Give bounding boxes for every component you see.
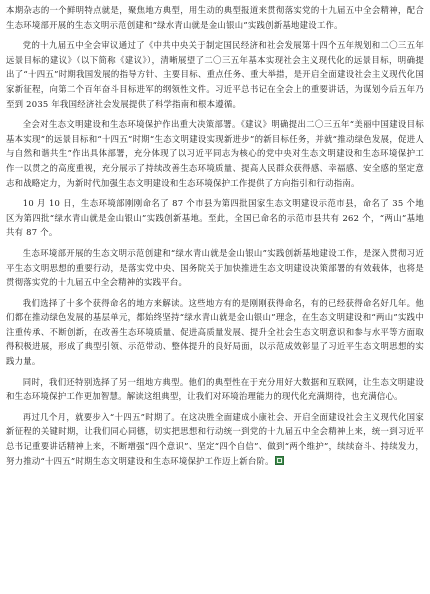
paragraph-3: 全会对生态文明建设和生态环境保护作出重大决策部署。《建议》明确提出二〇三五年“美丽中国建设目标基本实现”的远景目标和“十四五”时期“生态文明建设实现新进步”的新目标任务，并就“推动绿色发展，促进人与自然和谐共生”作出具体部署，充分体现了以习近平同志为核心的党中央对生态文明建设和生态环境保护工作一以贯之的高度重视，充分展示了持续改善生态环境质量、提高人民群众获得感、幸福感、安全感的坚定意志和战略定力，为新时代加强生态文明建设和生态环境保护工作提供了方向指引和行动指南。 <box>6 119 424 188</box>
paragraph-4: 10 月 10 日，生态环境部刚刚命名了 87 个市县为第四批国家生态文明建设示范市县，命名了 35 个地区为第四批“绿水青山就是金山银山”实践创新基地。至此，全国已命名的示范市县共有 262 个，“两山”基地共有 87 个。 <box>6 198 424 238</box>
paragraph-1: 本期杂志的一个鲜明特点就是，聚焦地方典型，用生动的典型报道来贯彻落实党的十九届五中全会精神，配合生态环境部开展的生态文明示范创建和“绿水青山就是金山银山”实践创新基地建设工作。 <box>6 5 424 30</box>
paragraph-5: 生态环境部开展的生态文明示范创建和“绿水青山就是金山银山”实践创新基地建设工作，是深入贯彻习近平生态文明思想的重要行动，是落实党中央、国务院关于加快推进生态文明建设决策部署的有效载体，也将是贯彻落实党的十九届五中全会精神的实践平台。 <box>6 247 424 288</box>
paragraph-8-text: 再过几个月，就要步入“十四五”时期了。在这决胜全面建成小康社会、开启全面建设社会主义现代化国家新征程的关键时期，让我们同心同德，切实把思想和行动统一到党的十九届五中全会精神上来，统一到习近平总书记重要讲话精神上来，不断增强“四个意识”、坚定“四个自信”、做到“两个维护”，续续奋斗、持续发力，努力推动“十四五”时期生态文明建设和生态环境保护工作迈上新台阶。 <box>6 411 424 466</box>
paragraph-2: 党的十九届五中全会审议通过了《中共中央关于制定国民经济和社会发展第十四个五年规划和二〇三五年远景目标的建议》（以下简称《建议》），清晰展望了二〇三五年基本实现社会主义现代化的远景目标，明确提出了“十四五”时期我国发展的指导方针、主要目标、重点任务、重大举措，是开启全面建设社会主义现代化国家新征程，向第二个百年奋斗目标进军的纲领性文件。习近平总书记在全会上的重要讲话，为谋划今后五年乃至到 2035 年我国经济社会发展提供了科学指南和根本遵循。 <box>6 40 424 109</box>
paragraph-8 <box>6 410 424 468</box>
paragraph-7: 同时，我们还特别选择了另一组地方典型。他们的典型性在于充分用好大数据和互联网，让生态文明建设和生态环境保护工作更加智慧。解读这组典型，让我们对环境治理能力的现代化充满期待，也充满信心。 <box>6 376 424 402</box>
paragraph-6: 我们选择了十多个获得命名的地方来解读。这些地方有的是刚刚获得命名，有的已经获得命名好几年。他们都在推动绿色发展的基层单元，都始终坚持“绿水青山就是金山银山”理念，在生态文明建设和“两山”实践中注重传承、不断创新，在改善生态环境质量、促进高质量发展、提升全社会生态文明意识和参与水平等方面取得积极进展，形成了典型引领、示范带动、整体提升的良好局面，以示范成效彰显了习近平生态文明思想的实践力量。 <box>6 297 424 367</box>
end-mark-icon <box>275 456 284 465</box>
